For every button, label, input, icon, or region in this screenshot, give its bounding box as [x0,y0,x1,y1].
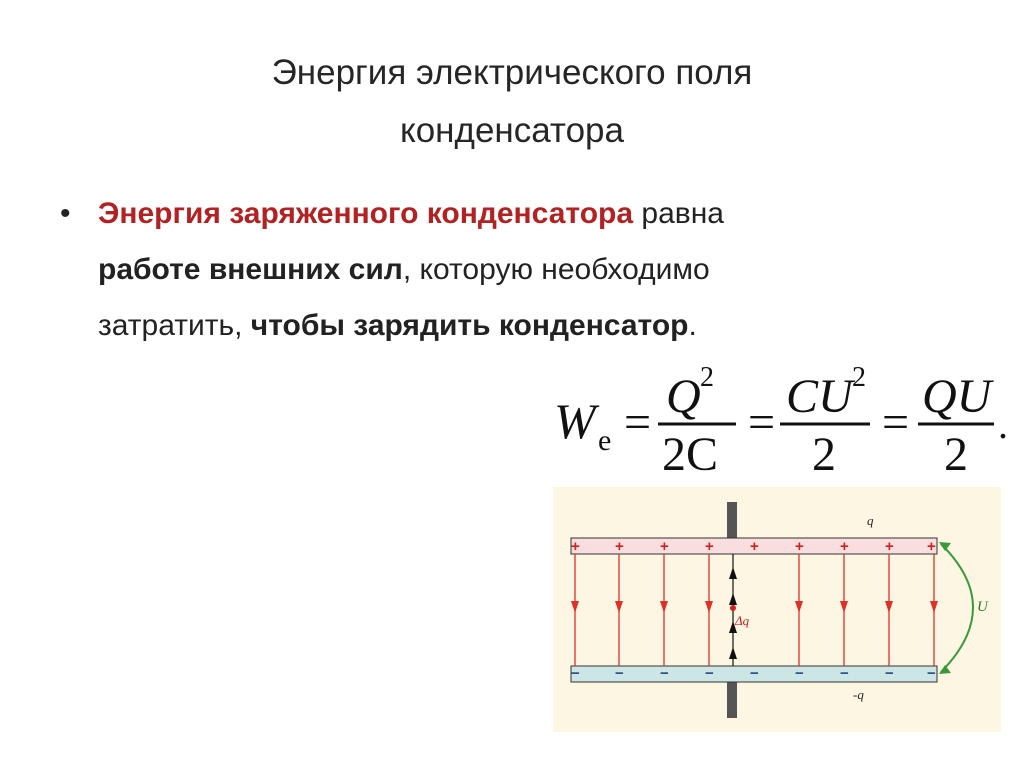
formula-exp1: 2 [700,362,714,393]
formula-subscript: e [598,424,612,457]
plus-charge: + [615,538,624,555]
rod-bottom [727,682,737,718]
bold-term: работе внешних сил [98,253,403,286]
capacitor-diagram [553,487,1001,732]
minus-charge: − [885,665,894,682]
formula-end-dot: . [998,402,1008,447]
title-line-1: Энергия электрического поля [271,53,753,92]
formula-den1: 2C [662,428,719,481]
plus-charge: + [927,538,936,555]
plus-charge: + [840,538,849,555]
highlight-term: Энергия заряженного конденсатора [98,197,634,230]
text-segment: равна [633,197,724,230]
formula-num3: QU [922,370,992,423]
formula-num2: CU [786,370,853,423]
formula-eq-1: = [624,396,652,449]
plus-charge: + [795,538,804,555]
rod-top [727,502,737,538]
minus-charge: − [840,665,849,682]
minus-charge: − [705,665,714,682]
text-segment: , которую необходимо [402,253,710,286]
formula-num1: Q [666,370,701,423]
formula-exp2: 2 [852,362,866,393]
delta-q-label: Δq [735,613,750,628]
formula-eq-2: = [748,396,776,449]
minus-charge: − [660,665,669,682]
top-charge-label: q [867,513,874,528]
slide-title [0,44,1024,160]
bullet-marker: • [60,197,71,230]
formula-W: W [554,393,596,449]
minus-charge: − [795,665,804,682]
text-segment: затратить, [98,309,251,342]
formula-eq-3: = [882,396,910,449]
formula-den2: 2 [812,428,836,481]
voltage-label: U [977,599,988,615]
plus-charge: + [571,538,580,555]
plus-charge: + [660,538,669,555]
text-segment: . [688,309,697,342]
plus-charge: + [705,538,714,555]
minus-charge: − [571,665,580,682]
formula-den3: 2 [944,428,968,481]
energy-formula [550,362,1020,482]
minus-charge: − [927,665,936,682]
plus-charge: + [750,538,759,555]
minus-charge: − [750,665,759,682]
title-line-2: конденсатора [400,111,624,150]
minus-charge: − [615,665,624,682]
bullet-text [98,186,958,354]
plus-charge: + [885,538,894,555]
bottom-charge-label: -q [853,687,864,702]
bold-term: чтобы зарядить конденсатор [250,309,689,342]
